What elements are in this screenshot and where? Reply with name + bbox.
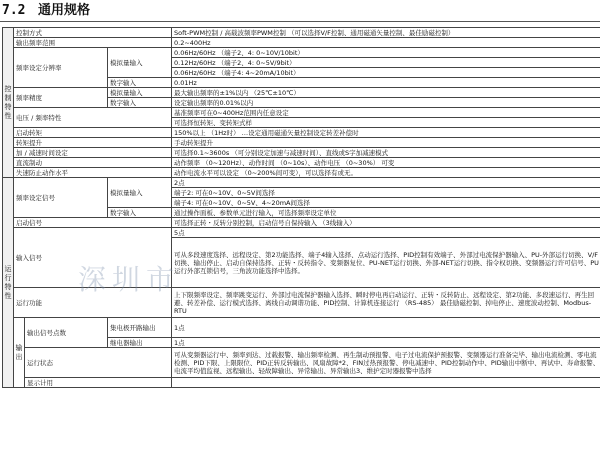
table-row	[3, 178, 600, 188]
table-row	[3, 168, 600, 178]
table-row	[3, 128, 600, 138]
output-signal-label: 输出信号点数	[25, 318, 108, 348]
freq-resolution-digital-label: 数字输入	[108, 78, 172, 88]
freq-accuracy-analog-value: 最大输出频率的±1%以内 （25℃±10℃）	[172, 88, 600, 98]
freq-resolution-digital-value: 0.01Hz	[172, 78, 600, 88]
freq-resolution-analog-value-1: 0.06Hz/60Hz （端子2、4: 0~10V/10bit）	[172, 48, 600, 58]
torque-boost-value: 手动转矩提升	[172, 138, 600, 148]
section-heading	[2, 2, 90, 20]
oc-output-label: 集电极开路输出	[108, 318, 172, 338]
start-signal-value: 可选择正转・反转分别控制，启动信号自保持输入 （3线输入）	[172, 218, 600, 228]
start-torque-value: 150%以上 （1Hz时） …设定通用磁通矢量控制设定转差补偿时	[172, 128, 600, 138]
freq-signal-analog-label: 模拟量输入	[108, 178, 172, 208]
freq-accuracy-digital-value: 设定输出频率的0.01%以内	[172, 98, 600, 108]
dc-brake-value: 动作频率 （0~120Hz）、动作时间 （0~10s）、动作电压 （0~30%） 可变	[172, 158, 600, 168]
input-signal-count: 5点	[172, 228, 600, 238]
table-row	[3, 88, 600, 98]
run-function-label: 运行功能	[14, 288, 172, 318]
group-control-label: 控制特性	[3, 28, 14, 178]
freq-resolution-analog-value-2: 0.12Hz/60Hz （端子2、4: 0~5V/9bit）	[172, 58, 600, 68]
group-output-label: 输出	[14, 318, 25, 388]
table-row	[3, 158, 600, 168]
relay-output-label: 继电器输出	[108, 338, 172, 348]
vf-characteristic-value-1: 基准频率可在0~400Hz范围内任意设定	[172, 108, 600, 118]
run-status-label: 运行状态	[25, 348, 172, 378]
start-torque-label: 启动转矩	[14, 128, 172, 138]
table-row	[3, 228, 600, 238]
accel-decel-value: 可选择0.1~3600s （可分别设定加速与减速时间）、直线或S字加减速模式	[172, 148, 600, 158]
freq-resolution-analog-value-3: 0.06Hz/60Hz （端子4: 4~20mA/10bit）	[172, 68, 600, 78]
table-row	[3, 138, 600, 148]
table-row	[3, 38, 600, 48]
input-signal-label: 输入信号	[14, 228, 172, 288]
section-number: 7.2	[2, 3, 26, 18]
table-row	[3, 108, 600, 118]
table-row	[3, 218, 600, 228]
freq-accuracy-label: 频率精度	[14, 88, 108, 108]
table-row	[3, 348, 600, 358]
start-signal-label: 启动信号	[14, 218, 172, 228]
control-mode-label: 控制方式	[14, 28, 172, 38]
out-freq-range-value: 0.2~400Hz	[172, 38, 600, 48]
table-row	[3, 148, 600, 158]
freq-signal-analog-value-2: 端子2: 可在0~10V、0~5V间选择	[172, 188, 600, 198]
table-row	[3, 28, 600, 38]
group-run-label: 运行特性	[3, 178, 14, 388]
freq-resolution-analog-label: 模拟量输入	[108, 48, 172, 78]
relay-output-value: 1点	[172, 338, 600, 348]
table-row	[3, 48, 600, 58]
freq-signal-label: 频率设定信号	[14, 178, 108, 218]
accel-decel-label: 加 / 减速时间设定	[14, 148, 172, 158]
heading-divider	[0, 21, 600, 22]
input-signal-desc: 可从多段速度选择、远程设定、第2功能选择、端子4输入选择、点动运行选择、PID控制有效端子、外部过电流保护器输入、PU-外部运行切换、V/F切换、输出停止、启动自保持选择、正转・反转指令、变频器复位、PU-NET运行切换、外部-NET运行切换、指令权切换、变频器运行许可信号、PU运行外部互锁信号，三角波功能选择中选择。	[172, 238, 600, 288]
oc-output-value: 1点	[172, 318, 600, 338]
control-mode-value: Soft-PWM控制 / 高载波频率PWM控制 （可以选择V/F控制、通用磁通矢量控制、最佳励磁控制）	[172, 28, 600, 38]
out-freq-range-label: 输出频率范围	[14, 38, 172, 48]
run-status-desc: 可从变频器运行中、频率到达、过载报警、输出频率检测、再生制动预报警、电子过电流保护预报警、变频器运行准备完毕、输出电流检测、零电流检测、PID下限、上限限位、PID正转反转输出、风扇故障*2、FIN过热预报警、停电减速中、PID控制动作中、PID输出中断中、再试中、寿命报警、电流平均值监视、远程输出、轻故障输出、异常输出、异常输出3、维护定时器报警中选择	[172, 348, 600, 378]
freq-accuracy-analog-label: 模拟量输入	[108, 88, 172, 98]
torque-boost-label: 转矩提升	[14, 138, 172, 148]
table-row	[3, 288, 600, 298]
vf-characteristic-value-2: 可选择恒转矩、变转矩式样	[172, 118, 600, 128]
table-row	[3, 318, 600, 328]
freq-signal-digital-value: 通过操作面板、参数单元进行输入，可选择频率设定单位	[172, 208, 600, 218]
stall-prevention-value: 动作电流水平可以设定 （0~200%间可变），可以选择有或无。	[172, 168, 600, 178]
freq-signal-analog-value-1: 2点	[172, 178, 600, 188]
watermark-text: 深圳市	[78, 263, 181, 296]
display-meter-label: 显示计用	[25, 378, 172, 388]
spec-table	[2, 27, 600, 388]
freq-resolution-label: 频率设定分辨率	[14, 48, 108, 88]
freq-accuracy-digital-label: 数字输入	[108, 98, 172, 108]
section-title: 通用规格	[38, 3, 91, 18]
stall-prevention-label: 失速防止动作水平	[14, 168, 172, 178]
display-meter-value	[172, 378, 600, 388]
freq-signal-digital-label: 数字输入	[108, 208, 172, 218]
vf-characteristic-label: 电压 / 频率特性	[14, 108, 172, 128]
dc-brake-label: 直流制动	[14, 158, 172, 168]
table-row	[3, 378, 600, 388]
run-function-desc: 上下限频率设定、频率跳变运行、外部过电流保护器输入选择、瞬时停电再启动运行、正转・反转防止、远程设定、第2功能、多段速运行、再生回避、转差补偿、运行模式选择、离线自动调谐功能、PID控制、计算机连接运行 （RS-485） 最佳励磁控制、掉电停止、速度波动控制、Modbus-RTU	[172, 288, 600, 318]
freq-signal-analog-value-3: 端子4: 可在0~10V、0~5V、4~20mA间选择	[172, 198, 600, 208]
